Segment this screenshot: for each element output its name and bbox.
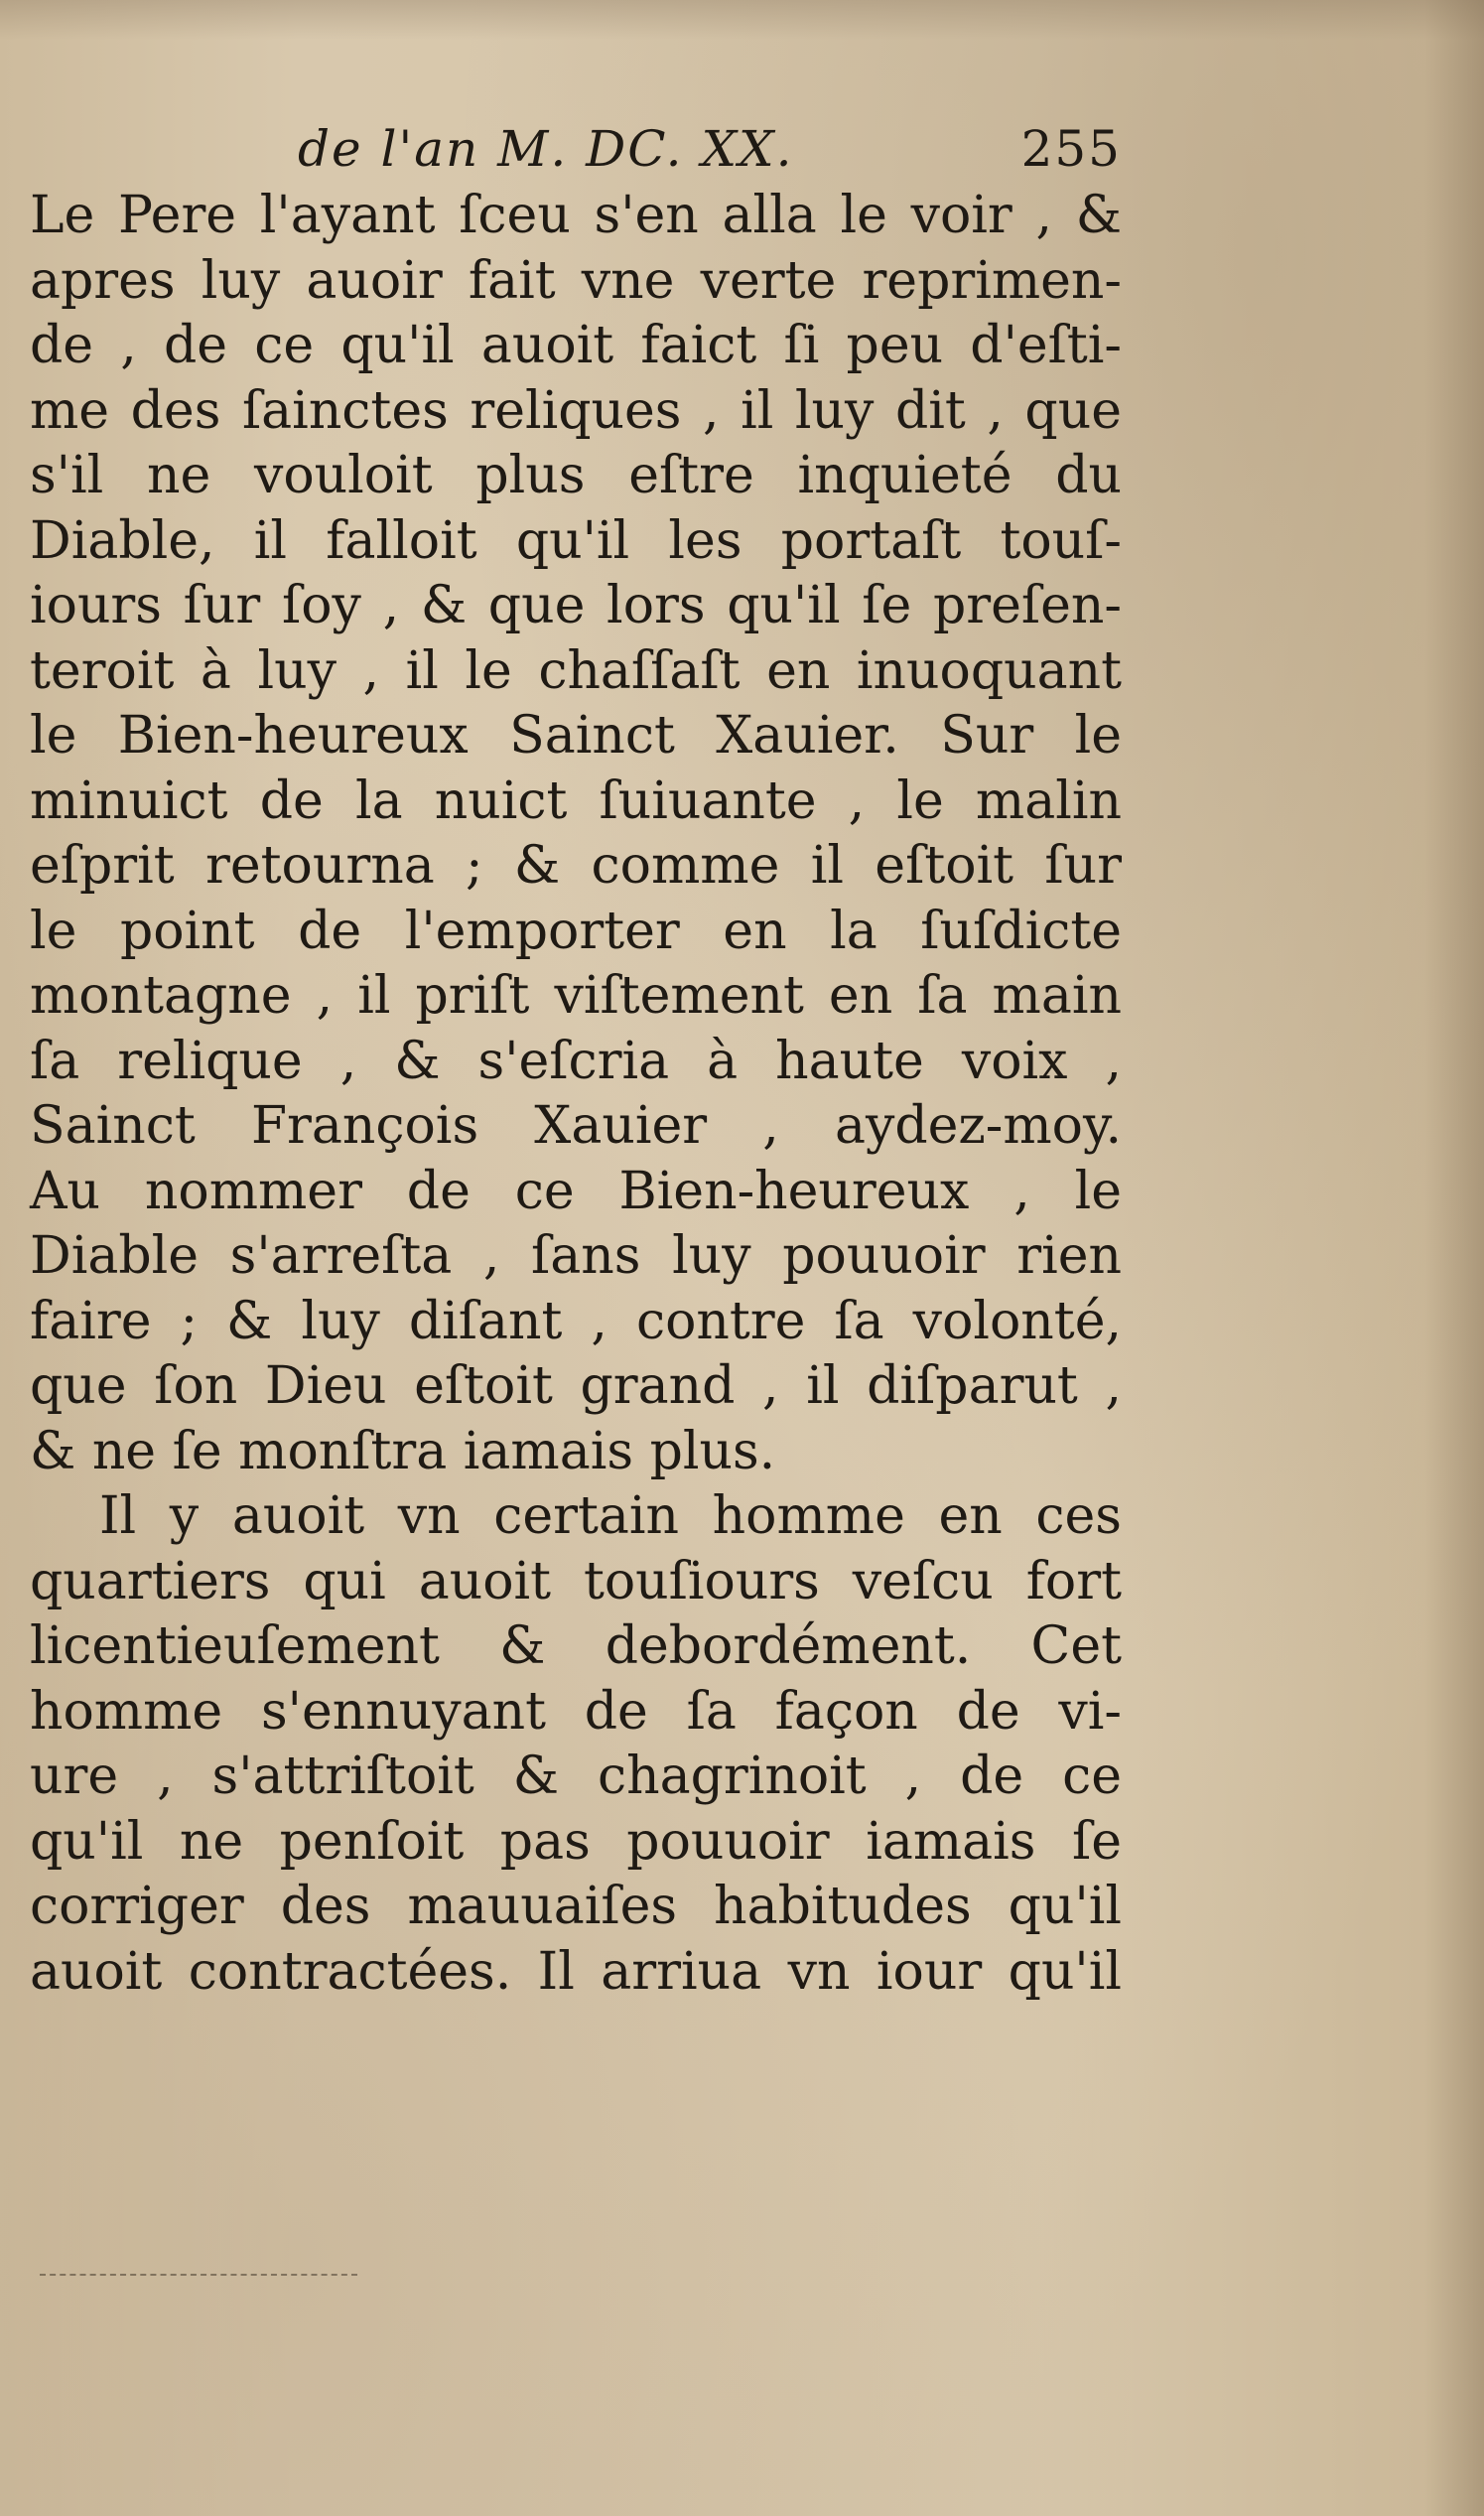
text-line: eſprit retourna ; & comme il eſtoit ſur [30, 836, 1122, 896]
text-line: Sainct François Xauier , aydez-moy. [30, 1096, 1122, 1156]
running-title: de l'an M. DC. XX. [298, 120, 794, 178]
text-line: homme s'ennuyant de ſa façon de vi- [30, 1681, 1122, 1742]
text-line: apres luy auoir fait vne verte reprimen- [30, 250, 1122, 311]
page-shadow-top [0, 0, 1484, 40]
paragraph-1 [30, 184, 1122, 1484]
bottom-rule [40, 2274, 357, 2276]
text-line: Le Pere l'ayant ſceu s'en alla le voir , & [30, 186, 1122, 245]
paragraph-2 [30, 1484, 1122, 2005]
text-line: ſa relique , & s'eſcria à haute voix , [30, 1031, 1122, 1091]
text-line: auoit contractées. Il arriua vn iour qu'il [30, 1941, 1122, 2002]
text-line: corriger des mauuaiſes habitudes qu'il [30, 1877, 1122, 1936]
text-line: me des ſainctes reliques , il luy dit , que [30, 380, 1122, 441]
text-line: que ſon Dieu eſtoit grand , il diſparut , [30, 1356, 1122, 1416]
text-line: faire ; & luy diſant , contre ſa volonté, [30, 1291, 1122, 1351]
text-line: Diable s'arreſta , ſans luy pouuoir rien [30, 1226, 1122, 1286]
text-line: Au nommer de ce Bien-heureux , le [30, 1161, 1122, 1221]
page-shadow-right [1424, 0, 1484, 2516]
text-line: quartiers qui auoit touſiours veſcu fort [30, 1551, 1122, 1611]
text-line: le Bien-heureux Sainct Xauier. Sur le [30, 706, 1122, 766]
text-line: & ne ſe monſtra iamais plus. [30, 1421, 776, 1481]
running-header [30, 114, 1122, 184]
text-line: ure , s'attriſtoit & chagrinoit , de ce [30, 1747, 1122, 1806]
text-line: Il y auoit vn certain homme en ces [99, 1486, 1122, 1546]
text-line: de , de ce qu'il auoit faict ſi peu d'eſti- [30, 316, 1122, 375]
text-line: qu'il ne penſoit pas pouuoir iamais ſe [30, 1811, 1122, 1872]
text-line: teroit à luy , il le chaſſaſt en inuoquant [30, 640, 1122, 701]
text-line: licentieuſement & debordément. Cet [30, 1616, 1122, 1676]
page-number: 255 [1020, 120, 1122, 178]
text-line: Diable, il falloit qu'il les portaſt touſ- [30, 510, 1122, 571]
text-line: montagne , il priſt viſtement en ſa main [30, 966, 1122, 1026]
text-line: iours ſur ſoy , & que lors qu'il ſe preſen- [30, 576, 1122, 635]
text-line: s'il ne vouloit plus eſtre inquieté du [30, 446, 1122, 505]
text-line: minuict de la nuict ſuiuante , le malin [30, 770, 1122, 831]
text-block [30, 114, 1122, 2005]
text-line: le point de l'emporter en la ſuſdicte [30, 901, 1122, 961]
